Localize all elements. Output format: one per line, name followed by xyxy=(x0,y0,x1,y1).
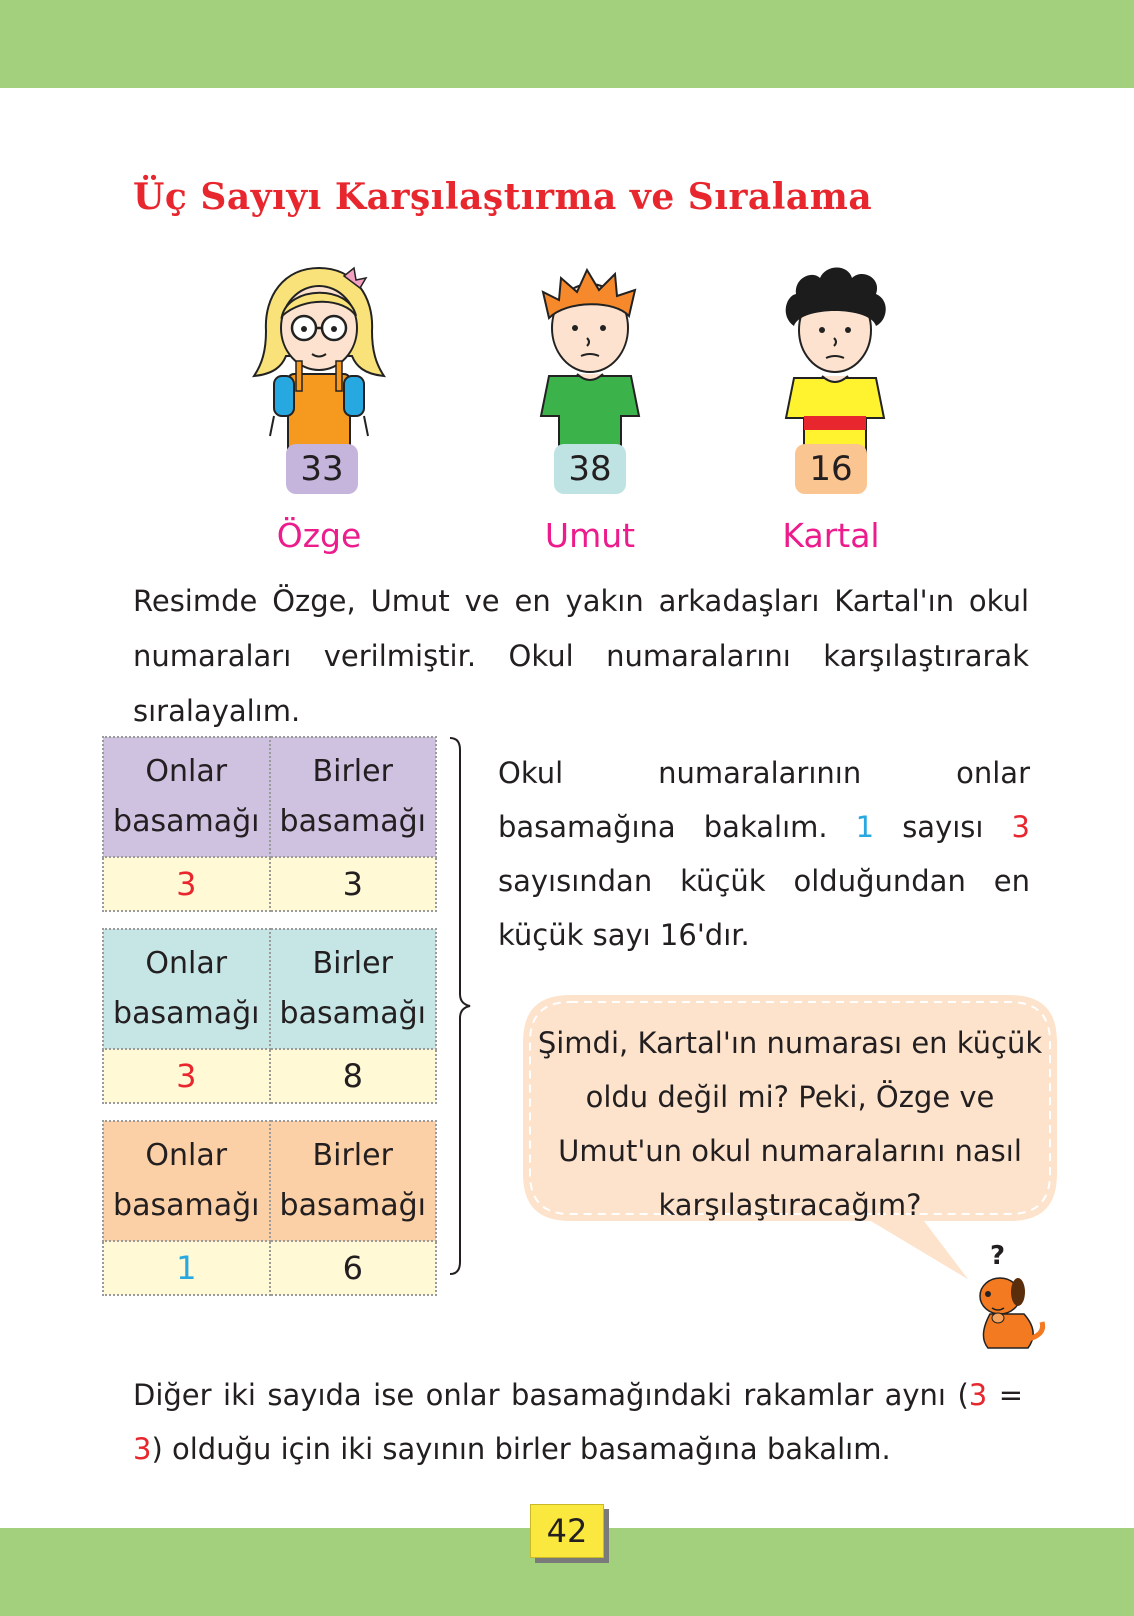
ones-header: Birler basamağı xyxy=(270,929,437,1049)
thinking-dog-illustration xyxy=(968,1236,1050,1356)
ones-digit: 3 xyxy=(270,857,437,911)
place-value-table-ozge xyxy=(102,736,437,912)
ozge-name: Özge xyxy=(276,516,362,555)
explanation-text xyxy=(498,746,1030,962)
kartal-name: Kartal xyxy=(782,516,880,555)
question-mark: ? xyxy=(990,1241,1006,1271)
tens-header: Onlar basamağı xyxy=(103,1121,270,1241)
conclusion-rest: ) olduğu için iki sayının birler basamağına bakalım. xyxy=(151,1432,891,1466)
tens-digit: 1 xyxy=(103,1241,270,1295)
place-value-table-umut xyxy=(102,928,437,1104)
equals-sign: = xyxy=(998,1378,1023,1412)
intro-paragraph: Resimde Özge, Umut ve en yakın arkadaşları Kartal'ın okul numaraları verilmiştir. Okul numaralarını karşılaştırarak sıralayalım. xyxy=(133,584,1029,728)
kartal-number-badge: 16 xyxy=(795,444,867,494)
top-band xyxy=(0,0,1134,88)
ones-header: Birler basamağı xyxy=(270,737,437,857)
ones-digit: 8 xyxy=(270,1049,437,1103)
tens-header: Onlar basamağı xyxy=(103,929,270,1049)
tens-digit: 3 xyxy=(103,1049,270,1103)
tens-header: Onlar basamağı xyxy=(103,737,270,857)
explanation-digit-three: 3 xyxy=(1011,810,1030,844)
explanation-digit-one: 1 xyxy=(855,810,875,844)
place-value-table-kartal xyxy=(102,1120,437,1296)
ozge-number-badge: 33 xyxy=(286,444,358,494)
page-number: 42 xyxy=(530,1504,604,1558)
umut-name: Umut xyxy=(544,516,636,555)
explanation-word: sayısı xyxy=(902,810,984,844)
tens-digit: 3 xyxy=(103,857,270,911)
ones-digit: 6 xyxy=(270,1241,437,1295)
umut-number-badge: 38 xyxy=(554,444,626,494)
speech-bubble-text: Şimdi, Kartal'ın numarası en küçük oldu değil mi? Peki, Özge ve Umut'un okul numaralarını nasıl karşılaştıracağım? xyxy=(537,1026,1043,1222)
page-title: Üç Sayıyı Karşılaştırma ve Sıralama xyxy=(133,176,873,218)
open-paren: ( xyxy=(957,1378,969,1412)
explanation-line1: Okul numaralarının onlar basamağına bakalım. xyxy=(498,756,1030,844)
ones-header: Birler basamağı xyxy=(270,1121,437,1241)
left-digit: 3 xyxy=(968,1378,988,1412)
explanation-rest: sayısından küçük olduğundan en küçük sayı 16'dır. xyxy=(498,864,1030,952)
right-brace xyxy=(448,736,472,1276)
conclusion-text: Diğer iki sayıda ise onlar basamağındaki rakamlar aynı xyxy=(133,1378,946,1412)
right-digit: 3 xyxy=(133,1432,152,1466)
conclusion-paragraph xyxy=(133,1368,1023,1476)
